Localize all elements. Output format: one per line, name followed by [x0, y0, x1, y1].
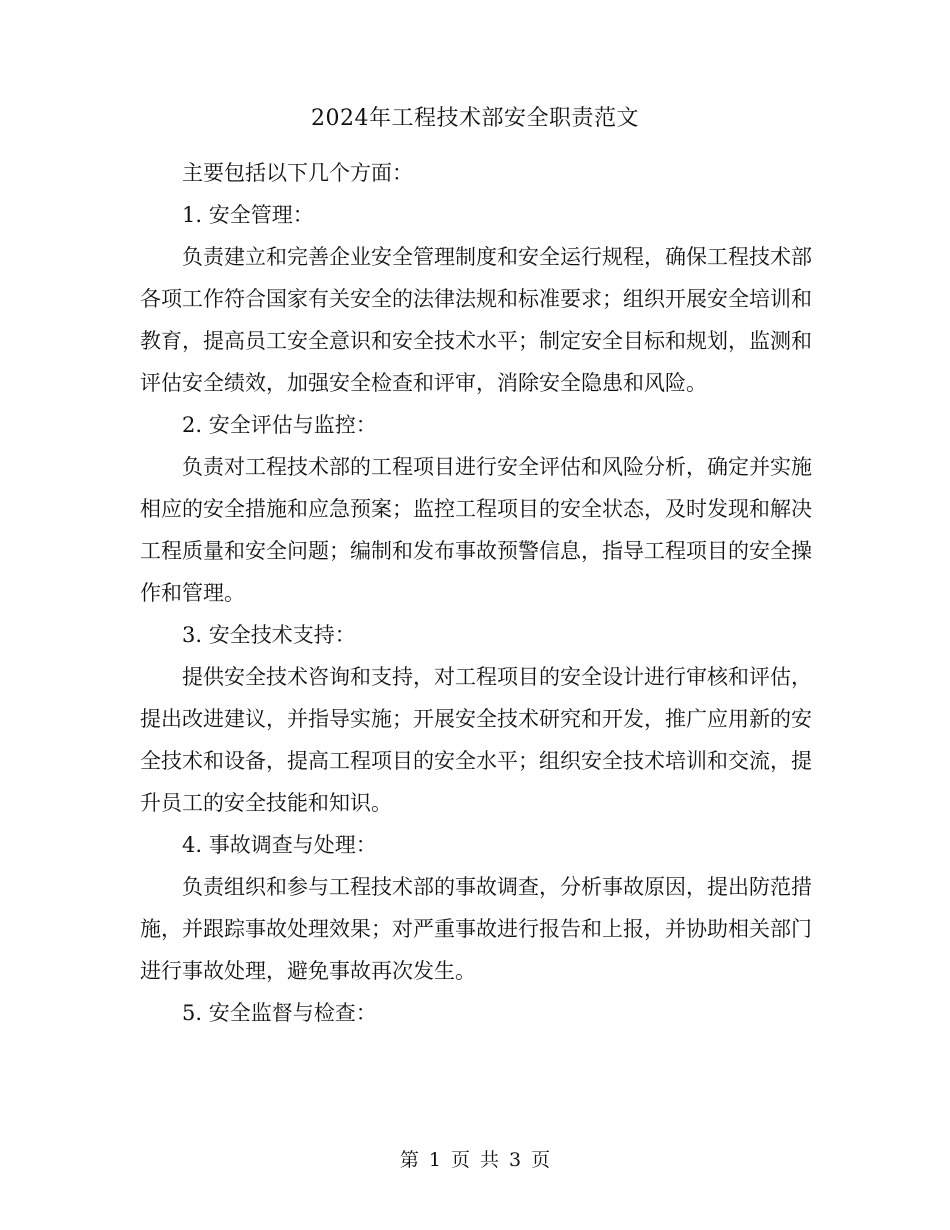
section-body-3: 提供安全技术咨询和支持，对工程项目的安全设计进行审核和评估，提出改进建议，并指导实施；开展安全技术研究和开发，推广应用新的安全技术和设备，提高工程项目的安全水平；组织安全技术培训和交流，提升员工的安全技能和知识。	[140, 665, 812, 815]
section-body-1: 负责建立和完善企业安全管理制度和安全运行规程，确保工程技术部各项工作符合国家有关安全的法律法规和标准要求；组织开展安全培训和教育，提高员工安全意识和安全技术水平；制定安全目标和规划，监测和评估安全绩效，加强安全检查和评审，消除安全隐患和风险。	[140, 245, 812, 395]
page-number-footer: 第 1 页 共 3 页	[399, 1149, 551, 1171]
section-heading-1: 1. 安全管理：	[182, 203, 314, 227]
intro-paragraph: 主要包括以下几个方面：	[182, 161, 413, 185]
document-title: 2024年工程技术部安全职责范文	[311, 106, 639, 131]
section-body-2: 负责对工程技术部的工程项目进行安全评估和风险分析，确定并实施相应的安全措施和应急预案；监控工程项目的安全状态，及时发现和解决工程质量和安全问题；编制和发布事故预警信息，指导工程项目的安全操作和管理。	[140, 455, 812, 605]
section-heading-4: 4. 事故调查与处理：	[182, 833, 377, 857]
document-body	[140, 152, 812, 1034]
section-heading-5: 5. 安全监督与检查：	[182, 1001, 377, 1025]
section-heading-2: 2. 安全评估与监控：	[182, 413, 377, 437]
section-body-4: 负责组织和参与工程技术部的事故调查，分析事故原因，提出防范措施，并跟踪事故处理效果；对严重事故进行报告和上报，并协助相关部门进行事故处理，避免事故再次发生。	[140, 875, 812, 983]
section-heading-3: 3. 安全技术支持：	[182, 623, 356, 647]
